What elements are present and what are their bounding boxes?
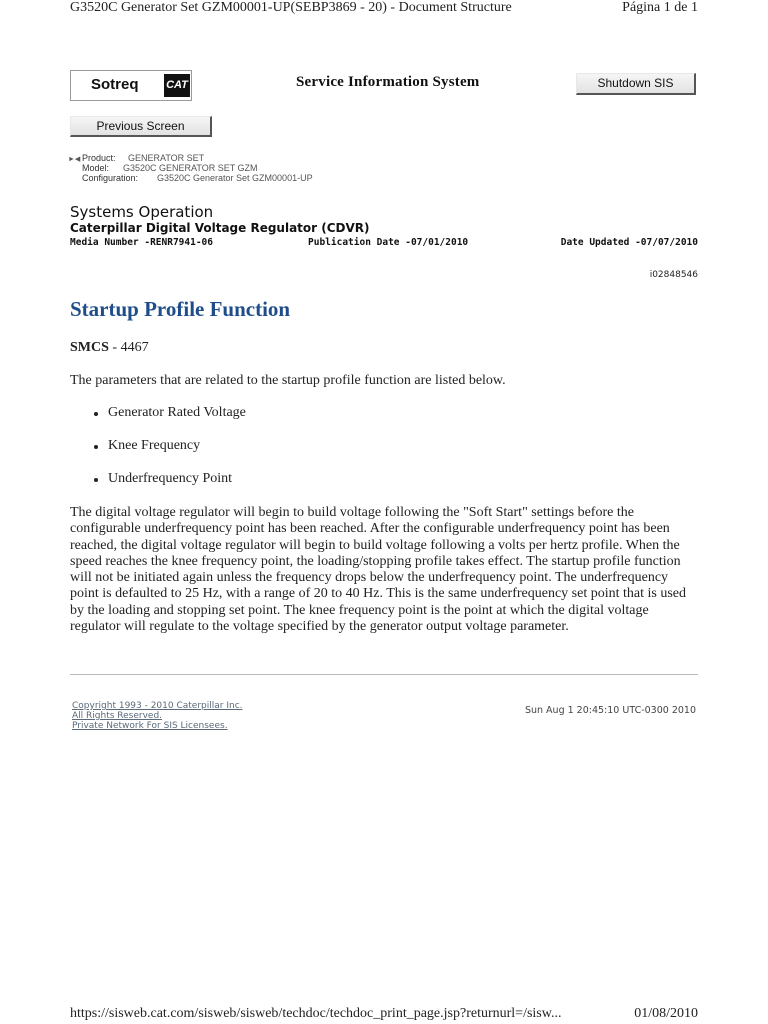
print-footer-date: 01/08/2010 [634,1006,698,1021]
print-header [70,0,698,18]
intro-text: The parameters that are related to the startup profile function are listed below. [70,373,506,388]
list-item: Knee Frequency [70,436,246,469]
tree-icon[interactable]: ►◀ [68,156,81,163]
sotreq-cat-logo [70,70,192,101]
model-label: Model: [82,163,110,173]
model-value: G3520C GENERATOR SET GZM [123,163,258,173]
parameter-list [70,403,246,502]
product-row [70,153,313,163]
product-breadcrumb [70,153,313,183]
document-name: Caterpillar Digital Voltage Regulator (CDVR) [70,221,370,235]
model-row [70,163,313,173]
list-item: Underfrequency Point [70,469,246,502]
document-meta [70,237,698,249]
logo-text: Sotreq [91,76,139,93]
product-value: GENERATOR SET [128,153,205,163]
product-label: Product: [82,153,116,163]
shutdown-sis-button[interactable]: Shutdown SIS [576,73,696,95]
reference-id: i02848546 [649,270,698,280]
description-paragraph: The digital voltage regulator will begin to build voltage following the "Soft Start" settings before the configurable underfrequency point has been reached. After the configurable underfrequency point has been reached, the digital voltage regulator will begin to build voltage following a volts per hertz profile. When the speed reaches the knee frequency point, the loading/stopping profile takes effect. The startup profile function will not be initiated again unless the frequency drops below the underfrequency point. The underfrequency point is defaulted to 25 Hz, with a range of 20 to 40 Hz. This is the same underfrequency set point that is used by the loading and stopping set point. The knee frequency point is the point at which the digital voltage regulator will regulate to the voltage specified by the generator output voltage parameter. [70,505,686,635]
copyright-link[interactable]: Copyright 1993 - 2010 Caterpillar Inc. [72,701,243,711]
page-title: Startup Profile Function [70,297,291,321]
print-header-page: Página 1 de 1 [622,0,698,15]
list-item: Generator Rated Voltage [70,403,246,436]
smcs-label: SMCS [70,340,109,355]
print-footer-url: https://sisweb.cat.com/sisweb/sisweb/techdoc/techdoc_print_page.jsp?returnurl=/sisw... [70,1006,562,1021]
media-number: Media Number -RENR7941-06 [70,237,213,248]
configuration-value: G3520C Generator Set GZM00001-UP [157,173,313,183]
print-footer [70,1006,698,1024]
copyright-links [72,701,243,731]
footer-divider [70,674,698,675]
rights-link[interactable]: All Rights Reserved. [72,711,163,721]
configuration-row [70,173,313,183]
smcs-code [70,340,149,356]
date-updated: Date Updated -07/07/2010 [560,237,698,248]
timestamp: Sun Aug 1 20:45:10 UTC-0300 2010 [524,705,696,716]
network-link[interactable]: Private Network For SIS Licensees. [72,721,228,731]
section-heading: Systems Operation [70,203,214,221]
smcs-value: - 4467 [108,340,149,355]
previous-screen-button[interactable]: Previous Screen [70,116,212,137]
system-title: Service Information System [296,74,480,90]
cat-logo-badge: CAT [164,74,190,97]
print-header-title: G3520C Generator Set GZM00001-UP(SEBP3869 - 20) - Document Structure [70,0,512,15]
configuration-label: Configuration: [82,173,139,183]
publication-date: Publication Date -07/01/2010 [308,237,469,248]
